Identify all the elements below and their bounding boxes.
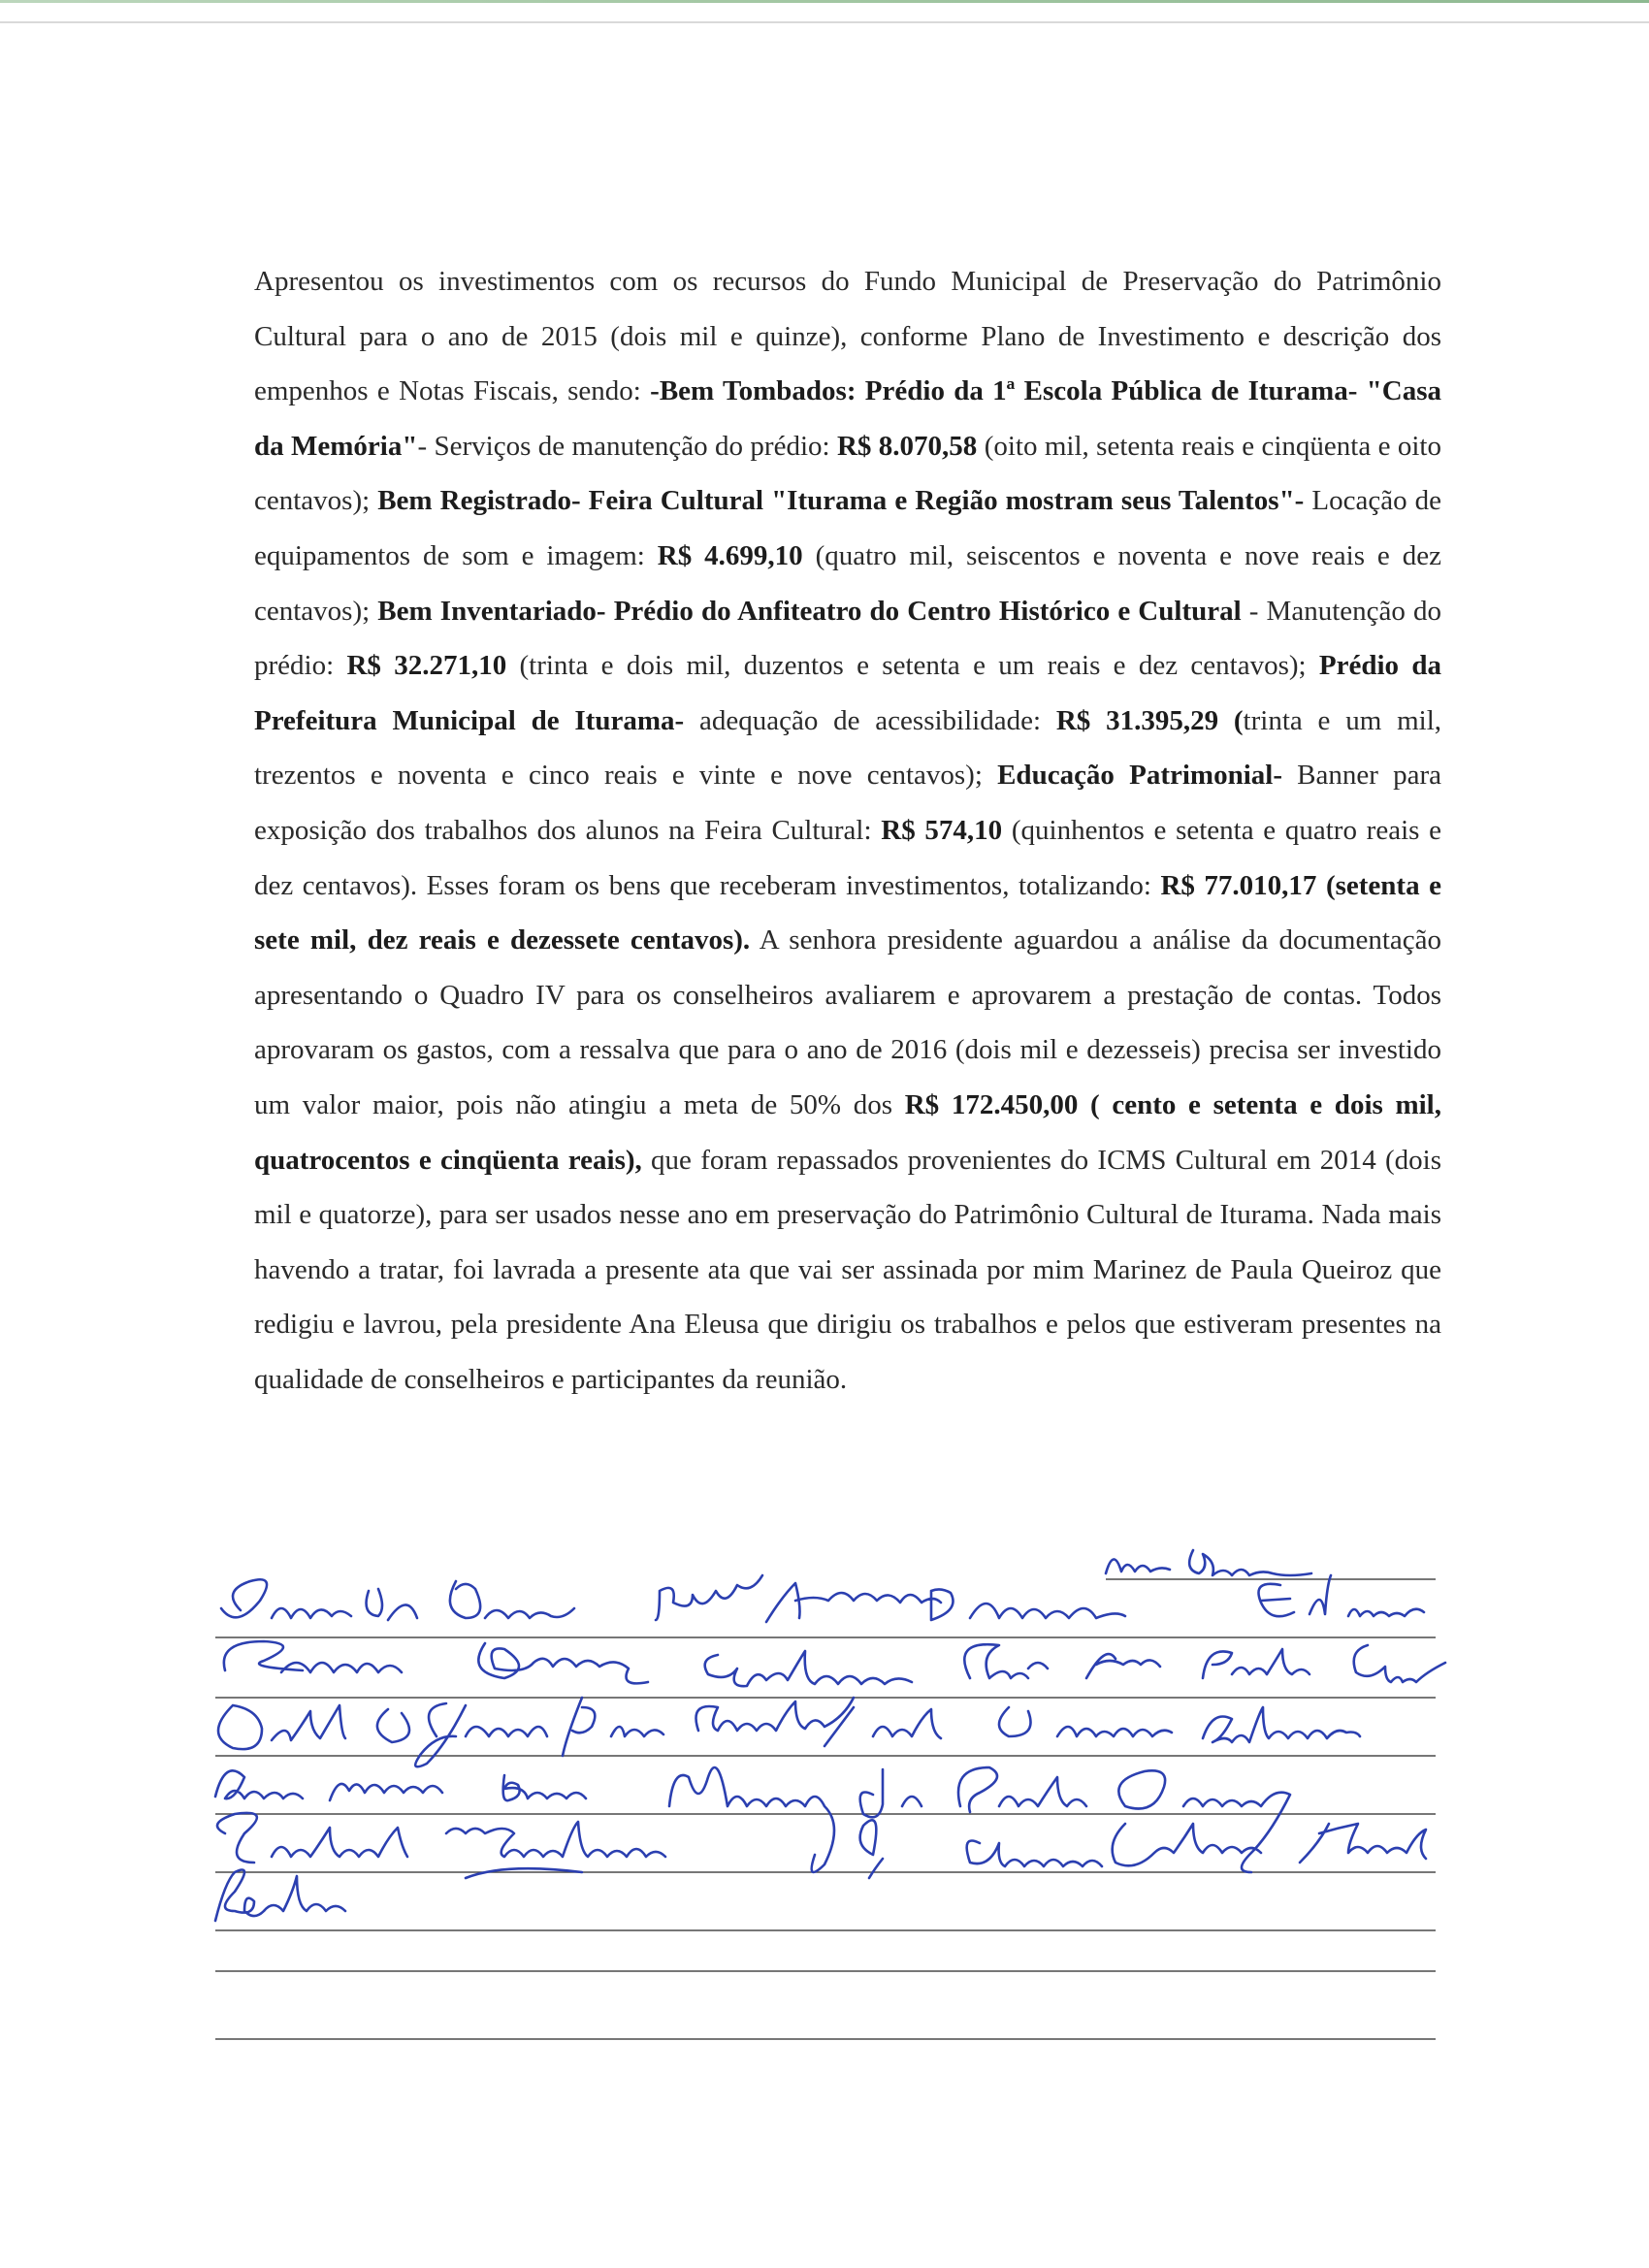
signature-sidmy bbox=[1203, 1707, 1360, 1742]
text-run: (quatro mil, seiscentos e noventa e nove reais e dez centavos); bbox=[254, 539, 1441, 627]
bold-text-run: R$ 8.070,58 bbox=[836, 430, 978, 462]
bold-text-run: R$ 77.010,17 (setenta e sete mil, dez reais e dezessete centavos). bbox=[254, 869, 1441, 956]
signature-edinucia bbox=[1259, 1575, 1425, 1616]
signature-reaguda-queiroz-padua bbox=[224, 1641, 912, 1686]
text-run: Locação de equipamentos de som e imagem: bbox=[254, 485, 1441, 571]
signature-alves-mariano-borges bbox=[215, 1770, 586, 1800]
signature-ana-maria-padua-queiroz bbox=[964, 1644, 1445, 1682]
signature-cleyton-jose-de-oliveira bbox=[696, 1698, 1173, 1746]
signature-lines bbox=[215, 1579, 1436, 2039]
text-run: (quinhentos e setenta e quatro reais e dez centavos). Esses foram os bens que receberam investimentos, totalizando: bbox=[254, 814, 1441, 901]
text-run: Banner para exposição dos trabalhos dos alunos na Feira Cultural: bbox=[254, 760, 1442, 846]
bold-text-run: R$ 32.271,10 bbox=[346, 650, 507, 682]
bold-text-run: Educação Patrimonial- bbox=[997, 760, 1282, 792]
text-run: A senhora presidente aguardou a análise da documentação apresentando o Quadro IV para os conselheiros avaliarem e aprovarem a prestação de contas. Todos aprovaram os gastos, com a ressalva que para o ano de 2016 (dois mil e dezesseis) precisa ser investido um valor maior, pois não atingiu a meta de 50% dos bbox=[254, 924, 1441, 1120]
signature-ana-eleusa bbox=[1106, 1550, 1311, 1575]
signature-borges bbox=[217, 1813, 665, 1878]
signature-severino-de-queiroz bbox=[221, 1579, 574, 1620]
bold-text-run: R$ 574,10 bbox=[881, 814, 1003, 846]
bold-text-run: Bem Registrado- Feira Cultural "Iturama e Região mostram seus Talentos"- bbox=[377, 485, 1305, 517]
text-run: Apresentou os investimentos com os recursos do Fundo Municipal de Preservação do Patrimônio Cultural para o ano de 2015 (dois mil e quinze), conforme Plano de Investimento e descrição dos empenhos e Notas Fiscais, sendo: bbox=[254, 266, 1441, 407]
signature-marinez-de-paula-queiroz bbox=[669, 1767, 1290, 1872]
bold-text-run: -Bem Tombados: Prédio da 1ª Escola Pública de Iturama- "Casa da Memória" bbox=[254, 375, 1441, 462]
text-run: - Manutenção do prédio: bbox=[254, 595, 1441, 682]
text-run: - Serviços de manutenção do prédio: bbox=[417, 430, 837, 462]
text-run: que foram repassados provenientes do ICMS Cultural em 2014 (dois mil e quatorze), para ser usados nesse ano em preservação do Patrimônio Cultural de Iturama. Nada mais havendo a tratar, foi lavrada a presente ata que vai ser assinada por mim Marinez de Paula Queiroz que redigiu e lavrou, pela presidente Ana Eleusa que dirigiu os trabalhos e pelos que estiveram presentes na qualidade de conselheiros e participantes da reunião. bbox=[254, 1144, 1441, 1395]
signature-adriana-cristina-freitas bbox=[860, 1820, 1426, 1878]
minutes-body-text bbox=[254, 254, 1441, 1407]
signature-oswaldo-de-souza-pires bbox=[218, 1698, 663, 1766]
bold-text-run: R$ 31.395,29 ( bbox=[1055, 704, 1244, 736]
bold-text-run: R$ 172.450,00 ( cento e setenta e dois mil, quatrocentos e cinqüenta reais), bbox=[254, 1088, 1441, 1176]
text-run: (oito mil, setenta reais e cinqüenta e oito centavos); bbox=[254, 430, 1441, 517]
bold-text-run: R$ 4.699,10 bbox=[657, 539, 803, 571]
text-run: (trinta e dois mil, duzentos e setenta e um reais e dez centavos); bbox=[506, 650, 1319, 682]
signature-padua bbox=[215, 1870, 345, 1922]
bold-text-run: Bem Inventariado- Prédio do Anfiteatro do Centro Histórico e Cultural bbox=[377, 595, 1242, 627]
page-top-rule bbox=[0, 21, 1649, 23]
page-top-edge bbox=[0, 0, 1649, 3]
text-run: adequação de acessibilidade: bbox=[684, 704, 1056, 736]
handwritten-signatures bbox=[215, 1550, 1445, 1921]
text-run: trinta e um mil, trezentos e noventa e cinco reais e vinte e nove centavos); bbox=[254, 704, 1442, 792]
signature-romes-aparecido-damaceno bbox=[656, 1575, 1125, 1622]
bold-text-run: Prédio da Prefeitura Municipal de Iturama- bbox=[254, 650, 1441, 736]
